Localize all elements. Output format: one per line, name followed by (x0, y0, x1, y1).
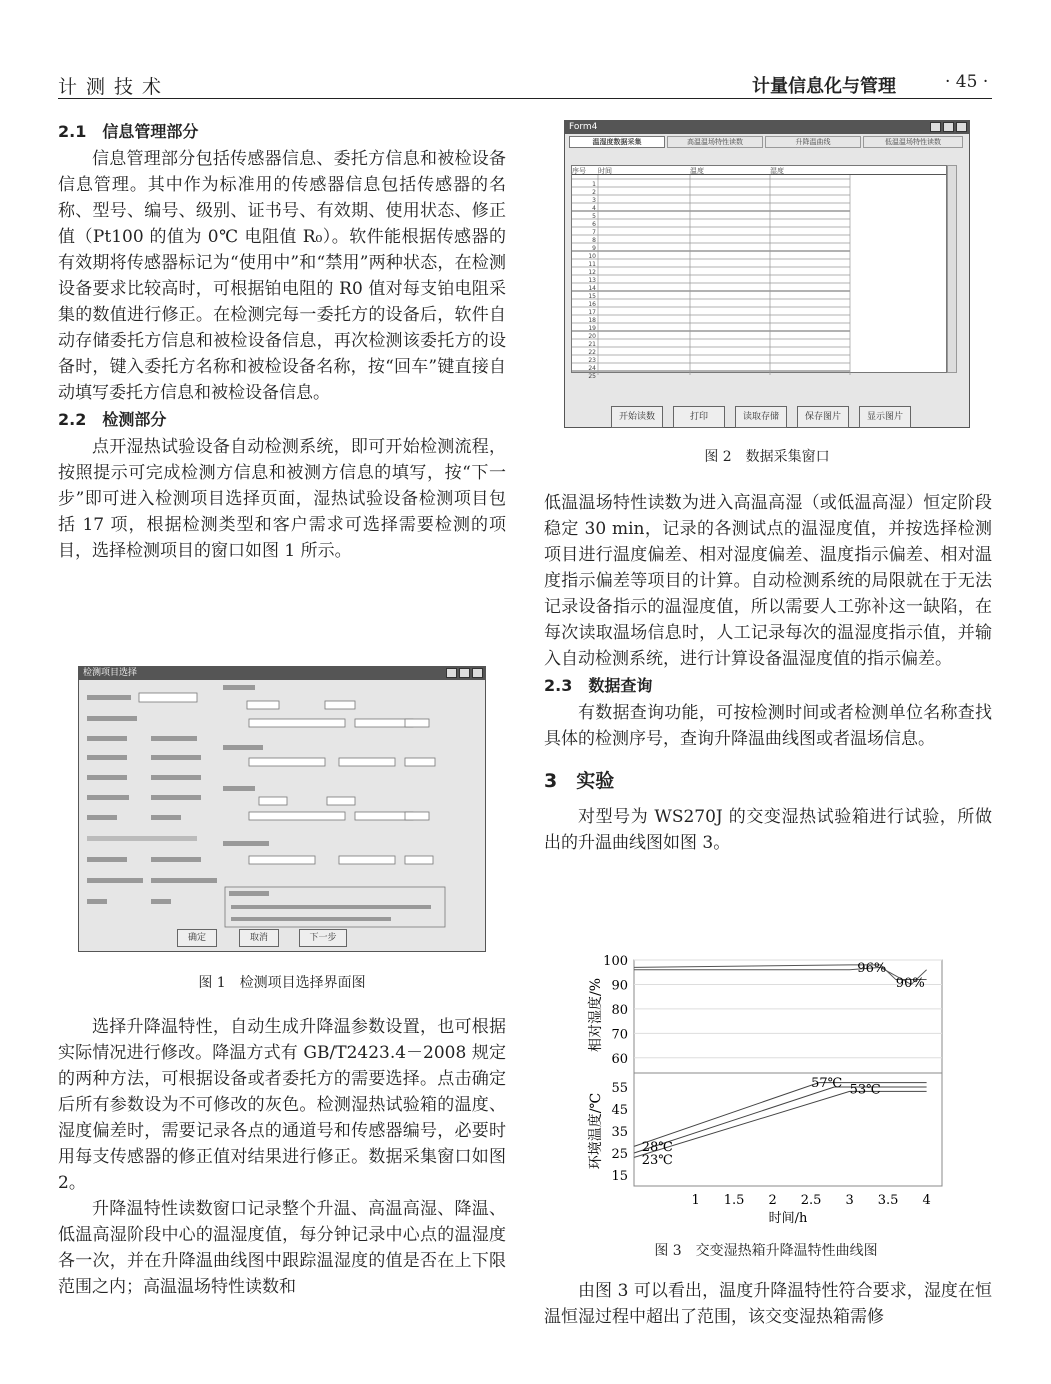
row-number: 18 (588, 317, 596, 324)
section-2-2-title: 2.2 检测部分 (58, 410, 167, 429)
show-image-button[interactable]: 显示图片 (859, 406, 911, 428)
paragraph-low-temp-reading: 低温温场特性读数为进入高温高湿（或低温高湿）恒定阶段稳定 30 min，记录的各测试点的温湿度值，并按选择检测项目进行温度偏差、相对湿度偏差、温度指示偏差、相对温度指示偏差等项目的计算。自动检测系统的局限就在于无法记录设备指示的温湿度值，所以需要人工弥补这一缺陷，在每次读取温场信息时，人工记录每次的温湿度指示值，并输入自动检测系统，进行计算设备温湿度值的指示偏差。 (544, 493, 992, 669)
col-temp: 温度 (690, 167, 704, 175)
right-column-bottom (544, 1278, 992, 1330)
x-tick-label: 3 (845, 1193, 854, 1208)
x-tick-label: 4 (922, 1193, 931, 1208)
row-number: 6 (592, 221, 596, 228)
row-number: 2 (592, 189, 596, 196)
tab-data-acquisition[interactable]: 温湿度数据采集 (569, 136, 665, 148)
fig1-cancel-button[interactable]: 取消 (239, 929, 279, 947)
row-number: 13 (588, 277, 596, 284)
fig1-confirm-button[interactable]: 确定 (177, 929, 217, 947)
y-tick-label: 100 (603, 954, 628, 969)
row-number: 1 (592, 181, 596, 188)
row-number: 21 (588, 341, 596, 348)
fig2-window-controls (930, 122, 967, 132)
figure-2-caption: 图 2 数据采集窗口 (704, 449, 830, 465)
section-2-1-paragraph: 信息管理部分包括传感器信息、委托方信息和被检设备信息管理。其中作为标准用的传感器信息包括传感器的名称、型号、编号、级别、证书号、有效期、使用状态、修正值（Pt100 的值为 0℃ 电阻值 R₀）。软件能根据传感器的有效期将传感器标记为“使用中”和“禁用”两种状态，在检测设备要求比较高时，可根据铂电阻的 R0 值对每支铂电阻采集的数值进行修正。在检测完每一委托方的设备后，软件自动存储委托方信息和被检设备信息，再次检测该委托方的设备时，键入委托方名称和被检设备名称，按“回车”键直接自动填写委托方信息和被检设备信息。 (58, 149, 506, 403)
x-tick-label: 3.5 (877, 1193, 899, 1208)
row-number: 9 (592, 245, 596, 252)
section-2-3-title: 2.3 数据查询 (544, 676, 653, 695)
save-image-button[interactable]: 保存图片 (797, 406, 849, 428)
minimize-icon[interactable] (446, 668, 457, 678)
row-number: 5 (592, 213, 596, 220)
x-axis-label: 时间/h (768, 1211, 808, 1226)
close-icon[interactable] (472, 668, 483, 678)
fig2-titlebar (565, 121, 969, 134)
y-tick-label: 90 (611, 978, 628, 994)
y-tick-label: 70 (611, 1027, 628, 1043)
minimize-icon[interactable] (930, 122, 941, 132)
paragraph-conclusion: 由图 3 可以看出，温度升降温特性符合要求，湿度在恒温恒湿过程中超出了范围，该交变湿热箱需修 (544, 1281, 992, 1327)
paragraph-reading-window: 升降温特性读数窗口记录整个升温、高温高湿、降温、低温高湿阶段中心的温湿度值，每分钟记录中心点的温湿度各一次，并在升降温曲线图中跟踪温湿度的值是否在上下限范围之内；高温温场特性读数和 (58, 1199, 506, 1297)
running-header-right: 计量信息化与管理 (752, 76, 896, 97)
section-2-1-title: 2.1 信息管理部分 (58, 122, 199, 141)
left-column-top (58, 118, 506, 564)
figure-3-caption: 图 3 交变湿热箱升降温特性曲线图 (654, 1243, 878, 1259)
fig1-next-button[interactable]: 下一步 (299, 929, 347, 947)
fig2-tab-strip (569, 136, 963, 148)
annotation-90: 90% (895, 975, 925, 991)
row-number: 17 (588, 309, 596, 316)
x-tick-label: 1 (691, 1193, 700, 1208)
x-tick-label: 1.5 (723, 1193, 745, 1208)
col-index: 序号 (572, 167, 586, 175)
annotation-23c: 23℃ (641, 1153, 673, 1168)
maximize-icon[interactable] (459, 668, 470, 678)
annotation-53c: 53℃ (849, 1082, 881, 1098)
row-number: 25 (588, 373, 596, 380)
row-number: 11 (588, 261, 596, 268)
row-number: 14 (588, 285, 596, 292)
page-number: · 45 · (945, 72, 989, 92)
row-number: 22 (588, 349, 596, 356)
left-column-bottom (58, 1014, 506, 1300)
figure-1-window (78, 666, 486, 952)
fig1-titlebar (79, 667, 485, 680)
x-tick-label: 2.5 (800, 1193, 822, 1208)
annotation-96: 96% (857, 961, 887, 977)
figure-1-caption: 图 1 检测项目选择界面图 (198, 975, 366, 991)
row-number: 4 (592, 205, 596, 212)
y-tick-label: 25 (611, 1147, 628, 1162)
header-rule (58, 98, 992, 99)
annotation-57c: 57℃ (811, 1076, 843, 1091)
start-reading-button[interactable]: 开始读数 (611, 406, 663, 428)
grid-lines (572, 175, 948, 380)
figure-3-chart (586, 952, 946, 1228)
tab-high-temp-field[interactable]: 高温温场特性读数 (667, 136, 763, 148)
col-humidity: 湿度 (770, 167, 784, 175)
y-tick-label: 35 (611, 1125, 628, 1140)
y-axis-label-temperature: 环境温度/℃ (588, 1092, 604, 1170)
y-axis-label-humidity: 相对湿度/% (588, 977, 604, 1053)
row-number: 15 (588, 293, 596, 300)
section-2-2-paragraph: 点开湿热试验设备自动检测系统，即可开始检测流程，按照提示可完成检测方信息和被测方信息的填写，按“下一步”即可进入检测项目选择页面，湿热试验设备检测项目包括 17 项，根据检测类型和客户需求可选择需要检测的项目，选择检测项目的窗口如图 1 所示。 (58, 437, 506, 561)
grid-scrollbar[interactable] (947, 165, 957, 373)
read-storage-button[interactable]: 读取存储 (735, 406, 787, 428)
row-number: 24 (588, 365, 596, 372)
row-number: 12 (588, 269, 596, 276)
figure-2-window (564, 120, 970, 428)
print-button[interactable]: 打印 (673, 406, 725, 428)
fig2-data-grid[interactable] (571, 165, 947, 380)
row-number: 3 (592, 197, 596, 204)
row-number: 7 (592, 229, 596, 236)
row-number: 16 (588, 301, 596, 308)
row-number: 19 (588, 325, 596, 332)
row-number: 10 (588, 253, 596, 260)
section-3-title: 3 实验 (544, 770, 615, 792)
row-number: 23 (588, 357, 596, 364)
y-tick-label: 15 (611, 1169, 628, 1184)
right-column-text (544, 490, 992, 856)
y-tick-label: 45 (611, 1103, 628, 1118)
col-time: 时间 (598, 167, 612, 175)
tab-temp-curve[interactable]: 升降温曲线 (765, 136, 861, 148)
grid-header-row (572, 166, 946, 175)
paragraph-settings: 选择升降温特性，自动生成升降温参数设置，也可根据实际情况进行修改。降温方式有 GB/T2423.4－2008 规定的两种方法，可根据设备或者委托方的需要选择。点击确定后所有参数设为不可修改的灰色。检测湿热试验箱的温度、湿度偏差时，需要记录各点的通道号和传感器编号，必要时用每支传感器的修正值对结果进行修正。数据采集窗口如图 2。 (58, 1017, 506, 1193)
fig1-title: 检测项目选择 (83, 668, 138, 678)
running-header-left: 计测技术 (58, 76, 171, 98)
x-tick-label: 2 (768, 1193, 777, 1208)
section-2-3-paragraph: 有数据查询功能，可按检测时间或者检测单位名称查找具体的检测序号，查询升降温曲线图或者温场信息。 (544, 703, 992, 749)
row-number: 20 (588, 333, 596, 340)
maximize-icon[interactable] (943, 122, 954, 132)
annotation-28c: 28℃ (641, 1139, 673, 1155)
tab-low-temp-field[interactable]: 低温温场特性读数 (863, 136, 963, 148)
section-3-paragraph: 对型号为 WS270J 的交变湿热试验箱进行试验，所做出的升温曲线图如图 3。 (544, 807, 992, 853)
y-tick-label: 60 (611, 1051, 628, 1067)
fig1-window-controls (446, 668, 483, 678)
y-tick-label: 80 (611, 1002, 628, 1018)
fig2-title: Form4 (569, 122, 598, 132)
fig1-form-body (79, 681, 485, 951)
row-number: 8 (592, 237, 596, 244)
close-icon[interactable] (956, 122, 967, 132)
y-tick-label: 55 (611, 1081, 628, 1096)
